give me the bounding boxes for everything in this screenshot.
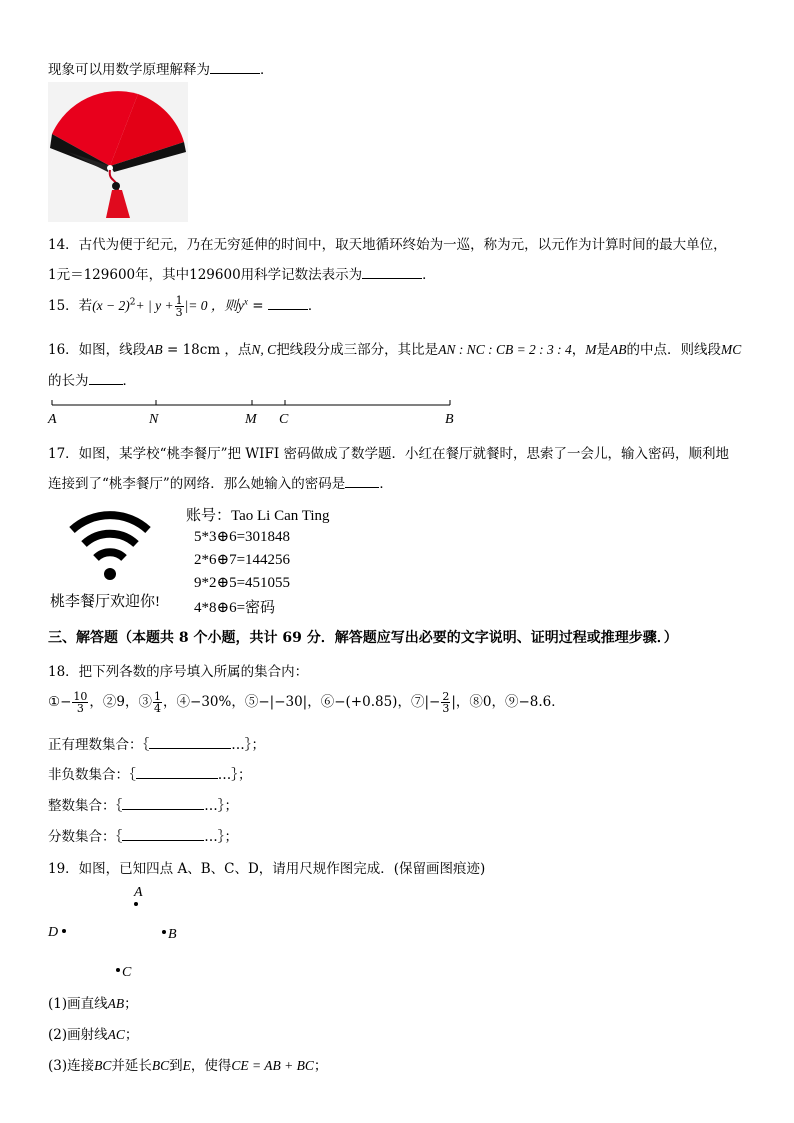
label-c: C: [122, 965, 132, 980]
answer-blank: [210, 73, 260, 74]
label-c: C: [279, 412, 289, 427]
label-b: B: [445, 412, 454, 427]
label-n: N: [149, 412, 159, 427]
set-blank: [122, 809, 204, 810]
answer-blank: [89, 384, 123, 385]
q19-step3: (3)连接BC并延长BC到E，使得CE = AB + BC；: [48, 1058, 328, 1074]
folding-fan-image: [48, 82, 188, 222]
wifi-icon: [68, 508, 152, 584]
q19-title: 19．如图，已知四点 A、B、C、D，请用尺规作图完成．(保留画图痕迹): [48, 861, 486, 877]
q18-title: 18．把下列各数的序号填入所属的集合内：: [48, 664, 309, 680]
wifi-caption: 桃李餐厅欢迎你!: [50, 594, 160, 610]
label-a: A: [48, 412, 57, 427]
label-b: B: [168, 927, 177, 942]
q19-step1: (1)画直线AB；: [48, 996, 138, 1012]
point-c: [116, 968, 120, 972]
q16-line1: 16．如图，线段AB = 18cm ，点N, C把线段分成三部分，其比是AN : NC : CB = 2 : 3 : 4，M是AB的中点．则线段MC: [48, 342, 742, 358]
q19-step2: (2)画射线AC；: [48, 1027, 139, 1043]
cipher-row-4: 4*8⊕6=密码: [194, 600, 276, 616]
answer-blank: [268, 309, 308, 310]
set-blank: [149, 748, 231, 749]
section-heading: 三、解答题（本题共 8 个小题，共计 69 分．解答题应写出必要的文字说明、证明过程或推理步骤．）: [48, 630, 678, 646]
fraction: $\frac{1}{4}$: [154, 690, 162, 715]
q15: 15．若$(x - 2)^2+$ | y + $\frac{1}{3}$ |= 0 ，则$y^x$ = ．: [48, 294, 322, 319]
label-a: A: [134, 885, 143, 900]
fraction: $\frac{10}{3}$: [73, 690, 88, 715]
cipher-row-1: 5*3⊕6=301848: [194, 529, 291, 545]
q14-line1: 14．古代为便于纪元，乃在无穷延伸的时间中，取天地循环终始为一巡，称为元，以元作为计算时间的最大单位，: [48, 237, 727, 253]
q16-line2: 的长为 ．: [48, 373, 136, 389]
set-integer: 整数集合：｛ …｝；: [48, 798, 238, 814]
q18-numbers: ①− $\frac{10}{3}$ ，②9，③ $\frac{1}{4}$ ，④−30%，⑤−|−30|，⑥−(+0.85)，⑦|− $\frac{2}{3}$ |，⑧0，⑨−8.6．: [48, 690, 565, 715]
set-nonnegative: 非负数集合：｛ …｝；: [48, 767, 252, 783]
point-a: [134, 902, 138, 906]
q14-line2: 1元＝129600年，其中129600用科学记数法表示为 ．: [48, 267, 436, 283]
set-blank: [136, 778, 218, 779]
answer-blank: [345, 487, 379, 488]
point-d: [62, 929, 66, 933]
label-m: M: [245, 412, 257, 427]
set-fraction: 分数集合：｛ …｝；: [48, 829, 238, 845]
q17-line2: 连接到了“桃李餐厅”的网络．那么她输入的密码是 ．: [48, 476, 393, 492]
fraction: $\frac{1}{3}$: [175, 294, 183, 319]
answer-blank: [362, 278, 422, 279]
segment-diagram: [44, 396, 464, 428]
point-b: [162, 930, 166, 934]
cipher-row-2: 2*6⊕7=144256: [194, 552, 291, 568]
fraction: $\frac{2}{3}$: [442, 690, 450, 715]
set-positive-rational: 正有理数集合：｛ …｝；: [48, 737, 265, 753]
q17-line1: 17．如图，某学校“桃李餐厅”把 WIFI 密码做成了数学题．小红在餐厅就餐时，思索了一会儿，输入密码，顺利地: [48, 446, 729, 462]
intro-line: 现象可以用数学原理解释为 ．: [48, 62, 274, 78]
wifi-account: 账号：Tao Li Can Ting: [186, 508, 330, 524]
label-d: D: [48, 925, 59, 940]
cipher-row-3: 9*2⊕5=451055: [194, 575, 291, 591]
set-blank: [122, 840, 204, 841]
four-points-diagram: [44, 880, 204, 984]
